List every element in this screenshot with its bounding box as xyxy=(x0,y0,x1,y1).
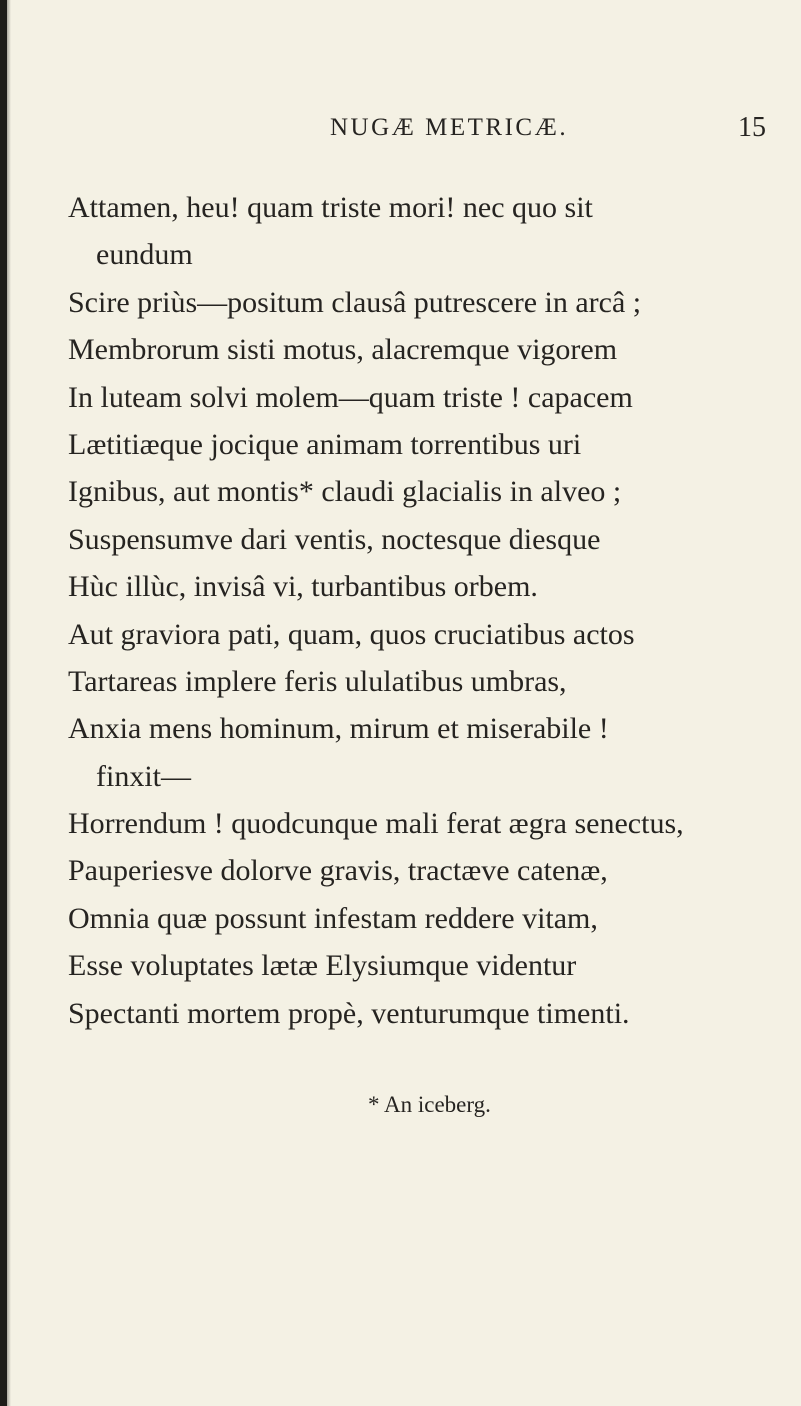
poem-text xyxy=(68,184,788,1037)
poem-line: In luteam solvi molem—quam triste ! capacem xyxy=(68,380,633,414)
poem-line: Scire priùs—positum clausâ putrescere in arcâ ; xyxy=(68,285,642,319)
poem-line: Tartareas implere feris ululatibus umbras, xyxy=(68,664,567,698)
poem-line: Aut graviora pati, quam, quos cruciatibus actos xyxy=(68,617,635,651)
poem-line: Ignibus, aut montis* claudi glacialis in alveo ; xyxy=(68,475,622,509)
poem-line: Horrendum ! quodcunque mali ferat ægra senectus, xyxy=(68,807,684,841)
poem-line: Suspensumve dari ventis, noctesque diesque xyxy=(68,522,601,556)
poem-line: Omnia quæ possunt infestam reddere vitam, xyxy=(68,901,598,935)
running-head xyxy=(0,110,801,150)
poem-line: Esse voluptates lætæ Elysiumque videntur xyxy=(68,949,577,983)
poem-line: Membrorum sisti motus, alacremque vigorem xyxy=(68,333,618,367)
poem-line: Pauperiesve dolorve gravis, tractæve catenæ, xyxy=(68,854,608,888)
poem-line: Lætitiæque jocique animam torrentibus uri xyxy=(68,427,582,461)
poem-line: Attamen, heu! quam triste mori! nec quo sit xyxy=(68,191,593,224)
binding-edge xyxy=(0,0,7,1406)
poem-line-continuation: eundum xyxy=(96,238,193,272)
poem-line-continuation: finxit— xyxy=(96,759,191,793)
poem-line: Spectanti mortem propè, venturumque timenti. xyxy=(68,996,630,1030)
poem-line: Hùc illùc, invisâ vi, turbantibus orbem. xyxy=(68,570,538,604)
binding-shadow xyxy=(7,0,11,1406)
running-title: NUGÆ METRICÆ. xyxy=(330,114,569,141)
page-number: 15 xyxy=(738,112,766,143)
footnote: * An iceberg. xyxy=(368,1092,491,1117)
poem-line: Anxia mens hominum, mirum et miserabile ! xyxy=(68,712,609,746)
